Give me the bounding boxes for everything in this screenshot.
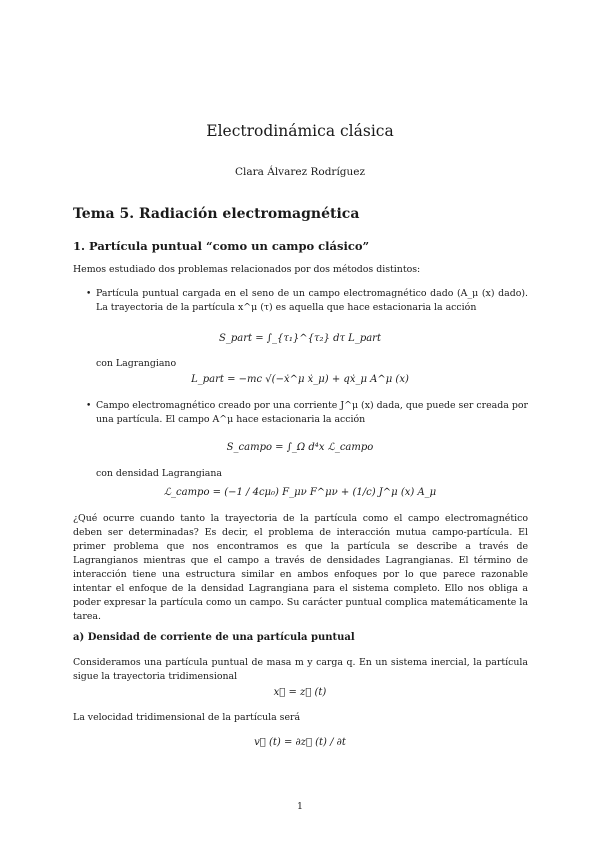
equation-trajectory: x⃗ = z⃗ (t) — [273, 687, 327, 698]
equation-s-part: S_part = ∫_{τ₁}^{τ₂} dτ L_part — [219, 333, 381, 344]
question-paragraph: ¿Qué ocurre cuando tanto la trayectoria de la partícula como el campo electromagnético deben ser determinadas? Es decir, el problema de interacción mutua campo-partícula. El primer problema que nos encontramos es que la partícula se describe a través de Lagrangianos mientras que el campo a través de densidades Lagrangianas. El término de interacción tiene una estructura similar en ambos enfoques por lo que parece razonable intentar el enfoque de la densidad Lagrangiana para el sistema completo. Ello nos obliga a poder expresar la partícula como un campo. Su carácter puntual complica matemáticamente la tarea. — [73, 513, 528, 622]
equation-l-part: L_part = −mc √(−ẋ^μ ẋ_μ) + qẋ_μ A^μ (x) — [191, 374, 409, 385]
velocity-text: La velocidad tridimensional de la partícula será — [73, 712, 301, 723]
bullet-marker-2: • — [86, 401, 92, 411]
consider-paragraph: Consideramos una partícula puntual de masa m y carga q. En un sistema inercial, la partícula sigue la trayectoria tridimensional — [73, 657, 528, 682]
intro-paragraph: Hemos estudiado dos problemas relacionados por dos métodos distintos: — [73, 264, 421, 275]
bullet-1-text: Partícula puntual cargada en el seno de un campo electromagnético dado (A_μ (x) dado). La trayectoria de la partícula x^μ (τ) es aquella que hace estacionaria la acción — [96, 288, 528, 313]
con-lagrangiano-label: con Lagrangiano — [96, 358, 177, 369]
equation-s-campo: S_campo = ∫_Ω d⁴x ℒ_campo — [226, 442, 374, 453]
con-densidad-label: con densidad Lagrangiana — [96, 468, 223, 479]
section-heading: 1. Partícula puntual “como un campo clásico” — [73, 239, 370, 253]
bullet-marker-1: • — [86, 289, 92, 299]
subsection-heading: a) Densidad de corriente de una partícula puntual — [73, 632, 355, 643]
document-author: Clara Álvarez Rodríguez — [234, 166, 366, 178]
chapter-heading: Tema 5. Radiación electromagnética — [73, 206, 360, 222]
page-number: 1 — [297, 801, 303, 812]
bullet-2-text: Campo electromagnético creado por una corriente J^μ (x) dada, que puede ser creada por una partícula. El campo A^μ hace estacionaria la acción — [96, 400, 528, 425]
equation-l-campo: ℒ_campo = (−1 / 4cμ₀) F_μν F^μν + (1/c) J^μ (x) A_μ — [163, 487, 437, 498]
equation-velocity: v⃗ (t) = ∂z⃗ (t) / ∂t — [254, 737, 346, 748]
document-title: Electrodinámica clásica — [206, 122, 394, 140]
